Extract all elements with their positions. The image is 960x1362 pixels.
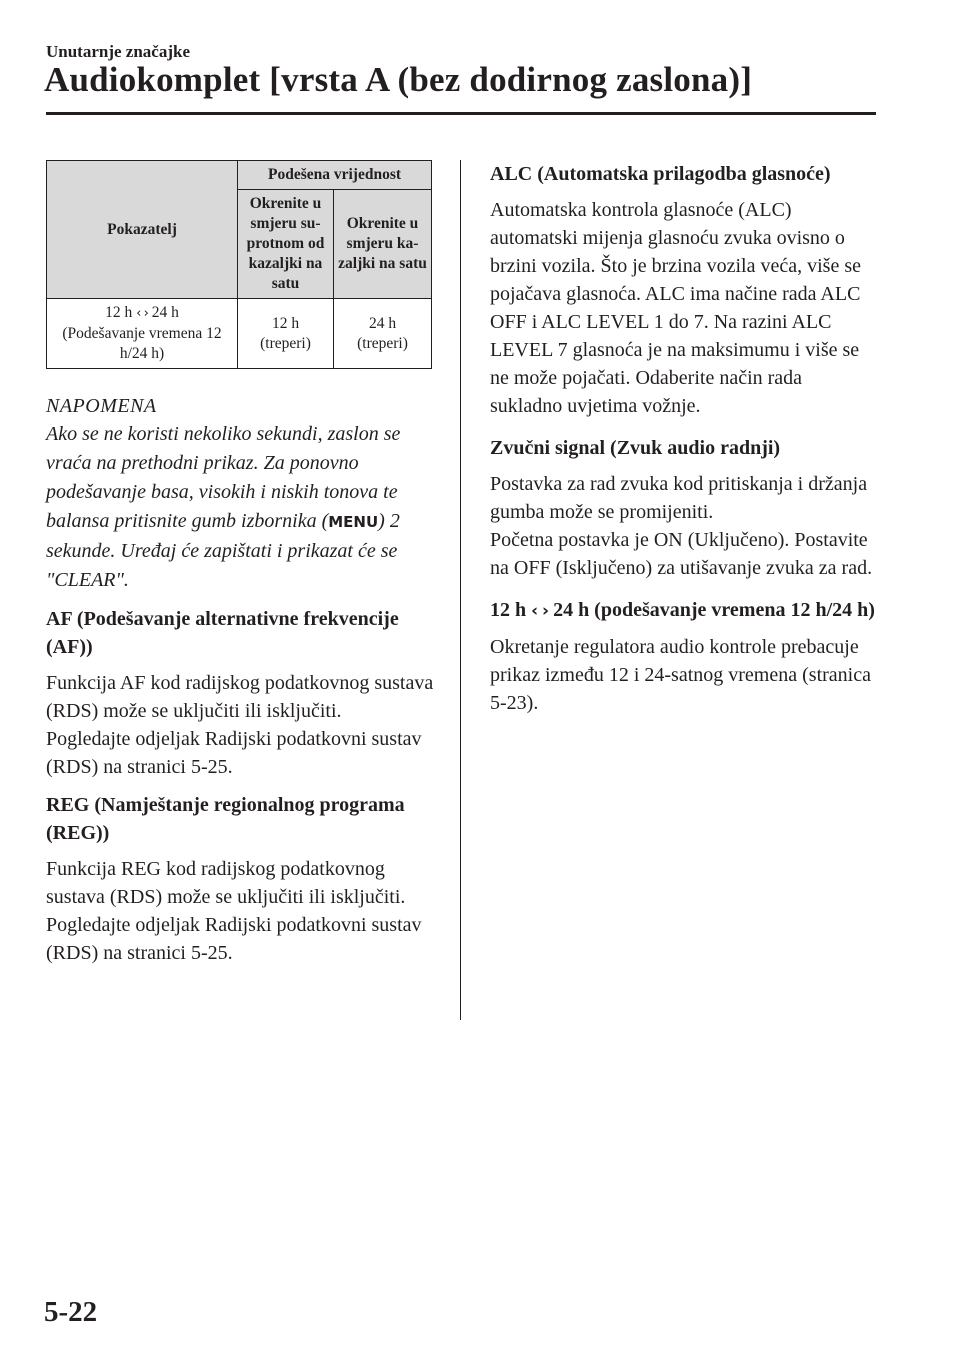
header-indicator: Pokazatelj bbox=[47, 161, 238, 299]
ccw-cell bbox=[238, 299, 334, 369]
note-title: NAPOMENA bbox=[46, 395, 157, 417]
settings-table bbox=[46, 160, 432, 369]
clock-heading bbox=[490, 596, 876, 625]
reg-text-2: Pogledajte odjeljak Radijski podatkovni sustav (RDS) na stranici 5-25. bbox=[46, 914, 422, 964]
reg-heading: REG (Namještanje regionalnog programa (REG)) bbox=[46, 794, 405, 844]
ccw-value: 12 h bbox=[271, 314, 300, 332]
beep-heading: Zvučni signal (Zvuk audio radnji) bbox=[490, 437, 781, 459]
beep-paragraph bbox=[490, 470, 876, 582]
alc-paragraph: Automatska kontrola glasnoće (ALC) automatski mijenja glasnoću zvuka ovisno o brzini vozila. Što je brzina vozila veća, više se pojačava glasnoća. ALC ima načine rada ALC OFF i ALC LEVEL 1 do 7. Na razini ALC LEVEL 7 glasnoća je na maksimumu i više se ne može pojačati. Odaberite način rada sukladno uvjetima vožnje. bbox=[490, 199, 861, 417]
af-text-2: Pogledajte odjeljak Radijski podatkovni sustav (RDS) na stranici 5-25. bbox=[46, 728, 422, 778]
title-rule bbox=[46, 112, 876, 115]
note-text-end: ) 2 sekunde. Uređaj će zapištati i prikazat će se "CLEAR". bbox=[46, 510, 400, 591]
af-paragraph bbox=[46, 669, 434, 781]
indicator-24h: 24 h bbox=[151, 304, 179, 321]
clock-heading-12h: 12 h bbox=[490, 599, 527, 621]
menu-button-icon: MENU bbox=[328, 513, 379, 531]
af-text-1: Funkcija AF kod radijskog podatkovnog sustava (RDS) može se uključiti ili isključiti. bbox=[46, 672, 434, 722]
header-counterclockwise: Okrenite u smjeru su- protnom od kazaljki na satu bbox=[238, 190, 334, 299]
alc-heading: ALC (Automatska prilagodba glasnoće) bbox=[490, 163, 831, 185]
clock-paragraph: Okretanje regulatora audio kontrole prebacuje prikaz između 12 i 24-satnog vremena (stranica 5-23). bbox=[490, 636, 871, 714]
indicator-description: (Podešavanje vremena 12 h/24 h) bbox=[62, 325, 222, 362]
reg-paragraph bbox=[46, 855, 434, 967]
cw-state: (treperi) bbox=[357, 334, 408, 352]
note-text-start: Ako se ne koristi nekoliko sekundi, zaslon se vraća na prethodni prikaz. Za ponovno podešavanje basa, visokih i niskih tonova te balansa pritisnite gumb izbornika ( bbox=[46, 423, 401, 532]
cw-cell bbox=[334, 299, 432, 369]
indicator-cell bbox=[47, 299, 238, 369]
page-title: Audiokomplet [vrsta A (bez dodirnog zaslona)] bbox=[44, 60, 753, 99]
note-block bbox=[46, 395, 434, 595]
indicator-12h: 12 h bbox=[105, 304, 133, 321]
cw-value: 24 h bbox=[368, 314, 397, 332]
section-label: Unutarnje značajke bbox=[46, 42, 191, 61]
header-clockwise: Okrenite u smjeru ka- zaljki na satu bbox=[334, 190, 432, 299]
page-number: 5-22 bbox=[44, 1296, 98, 1328]
note-text bbox=[46, 420, 434, 595]
column-divider bbox=[460, 160, 461, 1020]
beep-text-1: Postavka za rad zvuka kod pritiskanja i držanja gumba može se promijeniti. bbox=[490, 473, 868, 523]
chevrons-left-right-icon: ‹ › bbox=[136, 306, 148, 321]
right-column bbox=[490, 160, 876, 717]
left-column bbox=[46, 160, 434, 967]
beep-text-2: Početna postavka je ON (Uključeno). Postavite na OFF (Isključeno) za utišavanje zvuka za rad. bbox=[490, 529, 873, 579]
reg-text-1: Funkcija REG kod radijskog podatkovnog sustava (RDS) može se uključiti ili isključiti. bbox=[46, 858, 406, 908]
header-adjusted-value: Podešena vrijednost bbox=[238, 161, 432, 190]
table-row bbox=[47, 299, 432, 369]
clock-heading-rest: 24 h (podešavanje vremena 12 h/24 h) bbox=[553, 599, 875, 621]
af-heading: AF (Podešavanje alternativne frekvencije (AF)) bbox=[46, 608, 399, 658]
ccw-state: (treperi) bbox=[260, 334, 311, 352]
chevrons-left-right-icon: ‹ › bbox=[531, 601, 549, 621]
